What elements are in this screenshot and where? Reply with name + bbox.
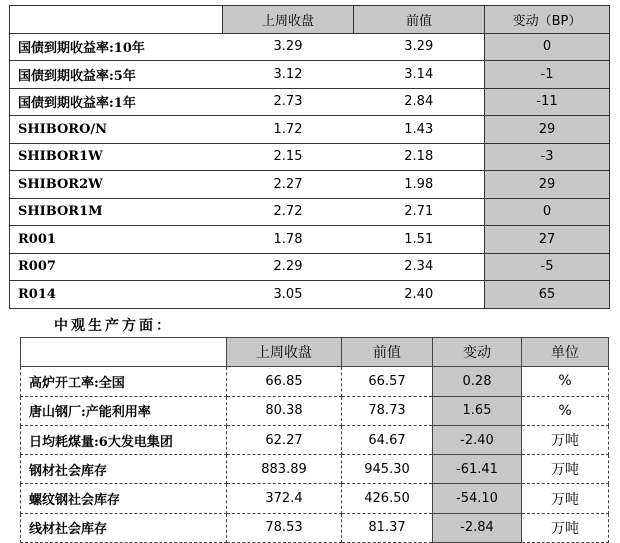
table-row <box>21 367 609 396</box>
row-label: 国债到期收益率:10年 <box>10 33 223 61</box>
previous-value: 78.73 <box>342 396 433 425</box>
rates-header-blank <box>10 6 223 34</box>
unit-value: % <box>522 367 609 396</box>
previous-value: 2.34 <box>354 253 485 281</box>
previous-value: 3.14 <box>354 61 485 89</box>
last-close-value: 3.12 <box>223 61 354 89</box>
rates-header-last: 上周收盘 <box>223 6 354 34</box>
unit-value: 万吨 <box>522 513 609 542</box>
production-header-last: 上周收盘 <box>227 338 342 367</box>
previous-value: 426.50 <box>342 484 433 513</box>
previous-value: 1.98 <box>354 171 485 199</box>
change-value: -3 <box>485 143 610 171</box>
table-row <box>21 455 609 484</box>
change-value: 1.65 <box>433 396 522 425</box>
previous-value: 1.43 <box>354 116 485 144</box>
last-close-value: 78.53 <box>227 513 342 542</box>
row-label: R014 <box>10 281 223 309</box>
production-header-blank <box>21 338 227 367</box>
table-row <box>10 143 610 171</box>
rates-table <box>9 5 610 309</box>
table-row <box>10 226 610 254</box>
change-value: 0 <box>485 198 610 226</box>
table-row <box>21 513 609 542</box>
last-close-value: 2.27 <box>223 171 354 199</box>
last-close-value: 3.29 <box>223 33 354 61</box>
table-row <box>10 116 610 144</box>
row-label: 日均耗煤量:6大发电集团 <box>21 425 227 454</box>
previous-value: 2.18 <box>354 143 485 171</box>
production-header-prev: 前值 <box>342 338 433 367</box>
table-row <box>10 171 610 199</box>
rates-header-change: 变动（BP） <box>485 6 610 34</box>
row-label: 钢材社会库存 <box>21 455 227 484</box>
rates-header-row <box>10 6 610 34</box>
last-close-value: 1.72 <box>223 116 354 144</box>
change-value: -61.41 <box>433 455 522 484</box>
change-value: -5 <box>485 253 610 281</box>
previous-value: 945.30 <box>342 455 433 484</box>
previous-value: 1.51 <box>354 226 485 254</box>
row-label: SHIBOR1M <box>10 198 223 226</box>
previous-value: 81.37 <box>342 513 433 542</box>
last-close-value: 1.78 <box>223 226 354 254</box>
table-row <box>21 425 609 454</box>
last-close-value: 3.05 <box>223 281 354 309</box>
change-value: 29 <box>485 116 610 144</box>
last-close-value: 62.27 <box>227 425 342 454</box>
table-row <box>10 33 610 61</box>
row-label: R007 <box>10 253 223 281</box>
production-header-unit: 单位 <box>522 338 609 367</box>
row-label: 线材社会库存 <box>21 513 227 542</box>
change-value: -11 <box>485 88 610 116</box>
change-value: 0.28 <box>433 367 522 396</box>
table-row <box>10 253 610 281</box>
previous-value: 64.67 <box>342 425 433 454</box>
row-label: 唐山钢厂:产能利用率 <box>21 396 227 425</box>
table-row <box>21 484 609 513</box>
change-value: -54.10 <box>433 484 522 513</box>
unit-value: 万吨 <box>522 455 609 484</box>
previous-value: 3.29 <box>354 33 485 61</box>
last-close-value: 372.4 <box>227 484 342 513</box>
change-value: 65 <box>485 281 610 309</box>
previous-value: 66.57 <box>342 367 433 396</box>
change-value: 0 <box>485 33 610 61</box>
row-label: 国债到期收益率:1年 <box>10 88 223 116</box>
table-row <box>10 198 610 226</box>
change-value: 29 <box>485 171 610 199</box>
unit-value: 万吨 <box>522 484 609 513</box>
row-label: SHIBOR1W <box>10 143 223 171</box>
last-close-value: 883.89 <box>227 455 342 484</box>
table-row <box>21 396 609 425</box>
last-close-value: 2.73 <box>223 88 354 116</box>
last-close-value: 80.38 <box>227 396 342 425</box>
row-label: SHIBORO/N <box>10 116 223 144</box>
table-row <box>10 88 610 116</box>
table-row <box>10 281 610 309</box>
last-close-value: 2.72 <box>223 198 354 226</box>
unit-value: 万吨 <box>522 425 609 454</box>
rates-header-prev: 前值 <box>354 6 485 34</box>
unit-value: % <box>522 396 609 425</box>
previous-value: 2.40 <box>354 281 485 309</box>
production-header-row <box>21 338 609 367</box>
last-close-value: 66.85 <box>227 367 342 396</box>
row-label: 国债到期收益率:5年 <box>10 61 223 89</box>
last-close-value: 2.29 <box>223 253 354 281</box>
change-value: -2.84 <box>433 513 522 542</box>
previous-value: 2.84 <box>354 88 485 116</box>
change-value: -2.40 <box>433 425 522 454</box>
section-title-production: 中观生产方面： <box>54 318 173 334</box>
row-label: R001 <box>10 226 223 254</box>
last-close-value: 2.15 <box>223 143 354 171</box>
change-value: 27 <box>485 226 610 254</box>
row-label: 高炉开工率:全国 <box>21 367 227 396</box>
previous-value: 2.71 <box>354 198 485 226</box>
change-value: -1 <box>485 61 610 89</box>
production-table <box>20 337 609 543</box>
row-label: SHIBOR2W <box>10 171 223 199</box>
row-label: 螺纹钢社会库存 <box>21 484 227 513</box>
table-row <box>10 61 610 89</box>
production-header-change: 变动 <box>433 338 522 367</box>
